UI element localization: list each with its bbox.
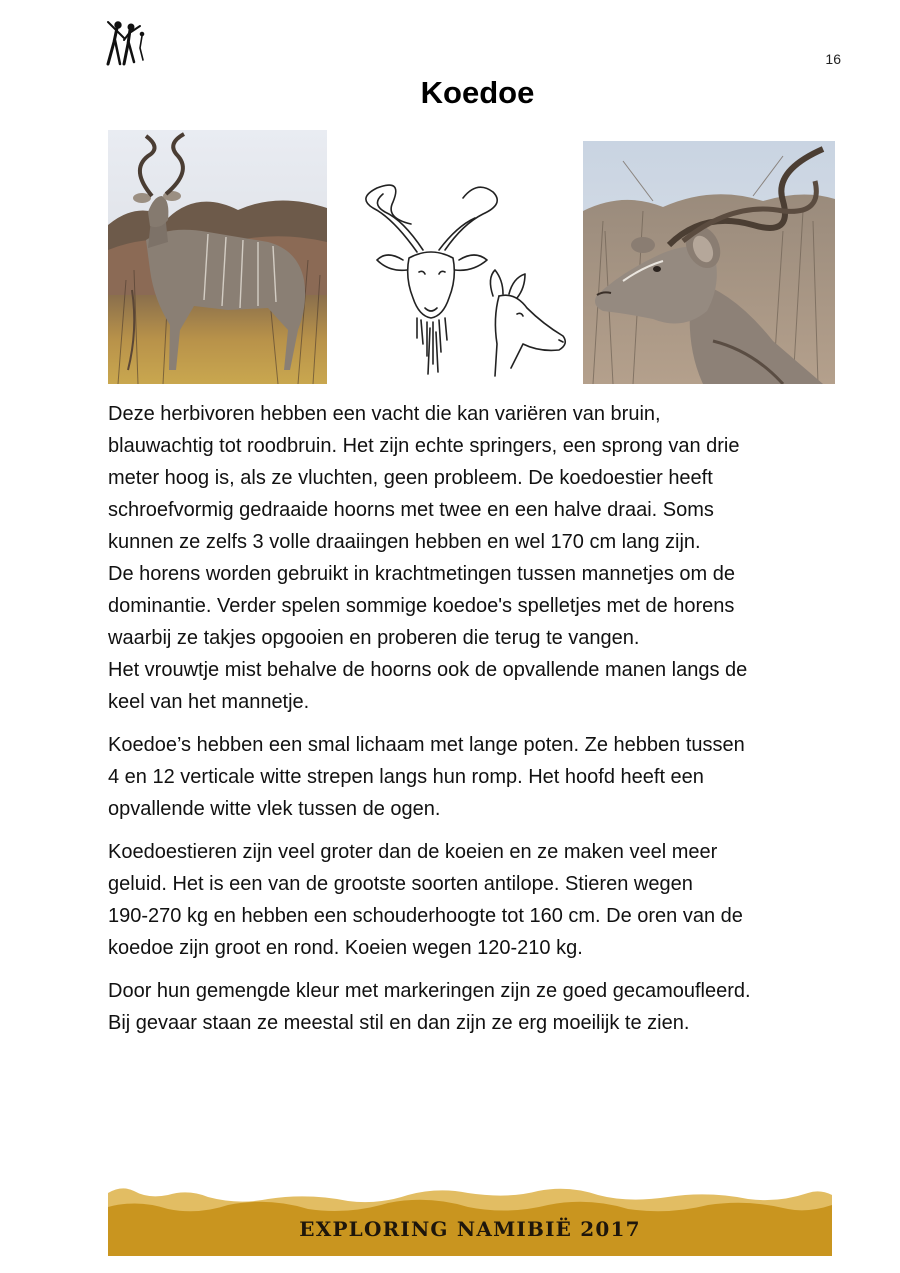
text-line: blauwachtig tot roodbruin. Het zijn echte springers, een sprong van drie — [108, 435, 740, 457]
text-line: Deze herbivoren hebben een vacht die kan variëren van bruin, — [108, 403, 661, 425]
text-line: Bij gevaar staan ze meestal stil en dan zijn ze erg moeilijk te zien. — [108, 1012, 690, 1034]
text-line: waarbij ze takjes opgooien en proberen die terug te vangen. — [108, 627, 640, 649]
paragraph-horns — [108, 398, 836, 718]
kudu-head-photo-icon — [583, 141, 835, 384]
text-line: Koedoe’s hebben een smal lichaam met lange poten. Ze hebben tussen — [108, 734, 745, 756]
page-number: 16 — [825, 51, 841, 67]
dancing-figures-logo-icon — [104, 18, 148, 68]
footer-banner — [108, 1185, 832, 1256]
text-line: Door hun gemengde kleur met markeringen zijn ze goed gecamoufleerd. — [108, 980, 751, 1002]
text-line: koedoe zijn groot en rond. Koeien wegen 120-210 kg. — [108, 937, 583, 959]
kudu-bull-photo-icon — [108, 130, 327, 384]
text-line: keel van het mannetje. — [108, 691, 310, 713]
article-body — [108, 398, 836, 1050]
text-line: dominantie. Verder spelen sommige koedoe's spelletjes met de horens — [108, 595, 735, 617]
paragraph-body — [108, 729, 836, 825]
text-line: 190-270 kg en hebben een schouderhoogte tot 160 cm. De oren van de — [108, 905, 743, 927]
text-line: opvallende witte vlek tussen de ogen. — [108, 798, 441, 820]
text-line: De horens worden gebruikt in krachtmetingen tussen mannetjes om de — [108, 563, 736, 585]
text-line: meter hoog is, als ze vluchten, geen probleem. De koedoestier heeft — [108, 467, 713, 489]
paragraph-size — [108, 836, 836, 964]
text-line: Koedoestieren zijn veel groter dan de koeien en ze maken veel meer — [108, 841, 718, 863]
text-line: geluid. Het is een van de grootste soorten antilope. Stieren wegen — [108, 873, 693, 895]
text-line: Het vrouwtje mist behalve de hoorns ook de opvallende manen langs de — [108, 659, 748, 681]
text-line: 4 en 12 verticale witte strepen langs hun romp. Het hoofd heeft een — [108, 766, 704, 788]
text-line: kunnen ze zelfs 3 volle draaiingen hebben en wel 170 cm lang zijn. — [108, 531, 701, 553]
paragraph-camouflage — [108, 975, 836, 1039]
kudu-sketch-illustration-icon — [333, 168, 576, 384]
page-title: Koedoe — [420, 75, 535, 110]
footer-title: EXPLORING NAMIBIË 2017 — [299, 1217, 641, 1241]
text-line: schroefvormig gedraaide hoorns met twee en een halve draai. Soms — [108, 499, 714, 521]
